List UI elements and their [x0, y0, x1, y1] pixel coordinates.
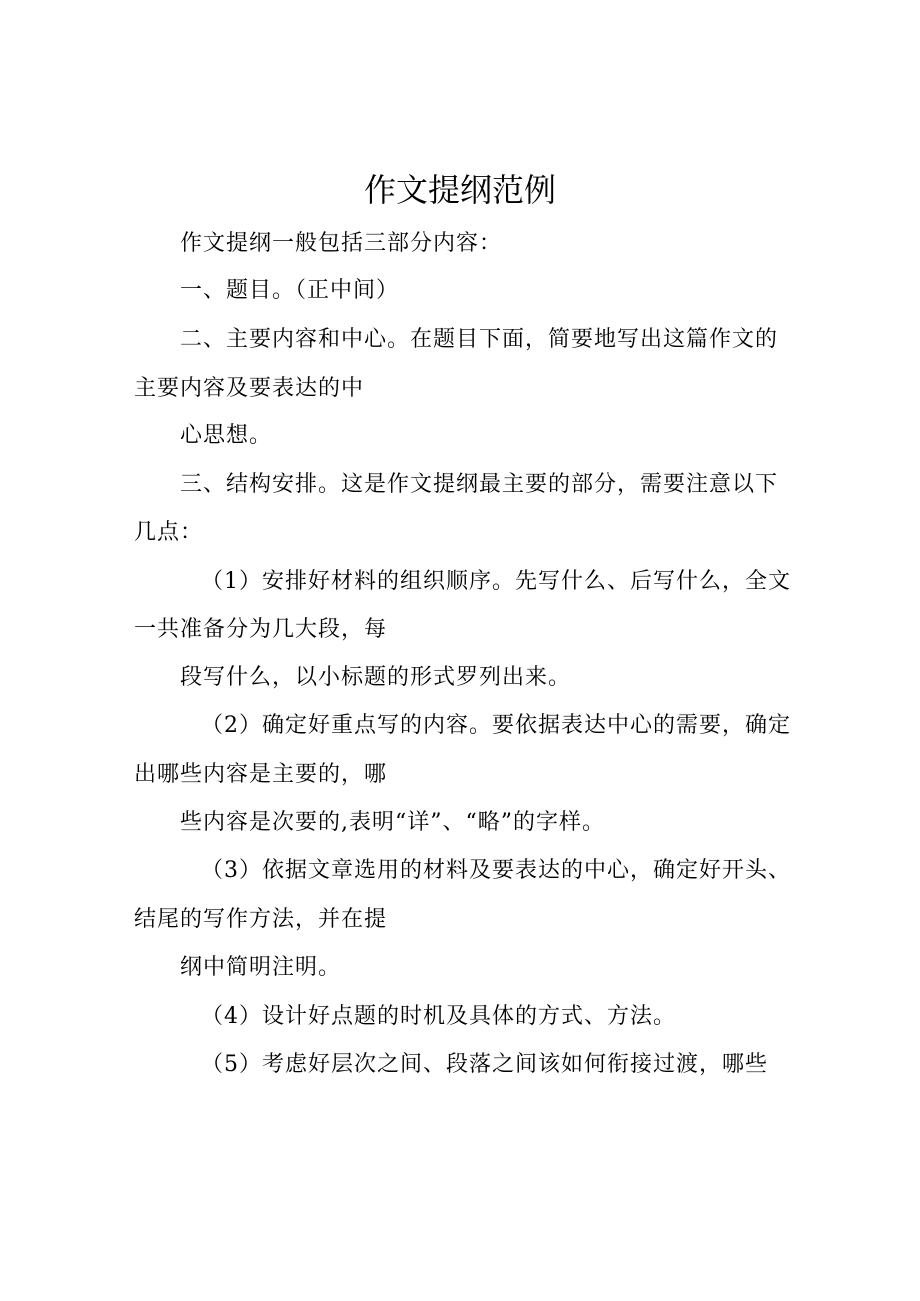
document-title: 作文提纲范例 — [363, 171, 556, 209]
point-5-line-1: （5）考虑好层次之间、段落之间该如何衔接过渡，哪些 — [201, 1052, 768, 1077]
item-content-line-2: 主要内容及要表达的中 — [134, 376, 365, 401]
item-content-line-1: 二、主要内容和中心。在题目下面，简要地写出这篇作文的 — [180, 327, 779, 352]
point-2-line-3: 些内容是次要的,表明“详”、“略”的字样。 — [180, 810, 605, 835]
point-3-line-2: 结尾的写作方法，并在提 — [134, 907, 388, 932]
point-1-line-2: 一共准备分为几大段，每 — [134, 617, 388, 642]
item-title: 一、题目。（正中间） — [180, 278, 400, 303]
item-content-line-3: 心思想。 — [180, 423, 273, 448]
item-structure-line-1: 三、结构安排。这是作文提纲最主要的部分，需要注意以下 — [180, 472, 779, 497]
point-3-line-1: （3）依据文章选用的材料及要表达的中心，确定好开头、 — [201, 858, 791, 883]
paragraph-intro: 作文提纲一般包括三部分内容： — [180, 231, 503, 256]
item-structure-line-2: 几点： — [134, 520, 204, 545]
point-3-line-3: 纲中简明注明。 — [180, 955, 342, 980]
point-4-line-1: （4）设计好点题的时机及具体的方式、方法。 — [201, 1004, 676, 1029]
point-2-line-2: 出哪些内容是主要的，哪 — [134, 762, 388, 787]
point-1-line-1: （1）安排好材料的组织顺序。先写什么、后写什么，全文 — [201, 569, 791, 594]
point-1-line-3: 段写什么，以小标题的形式罗列出来。 — [180, 665, 572, 690]
point-2-line-1: （2）确定好重点写的内容。要依据表达中心的需要，确定 — [201, 713, 791, 738]
